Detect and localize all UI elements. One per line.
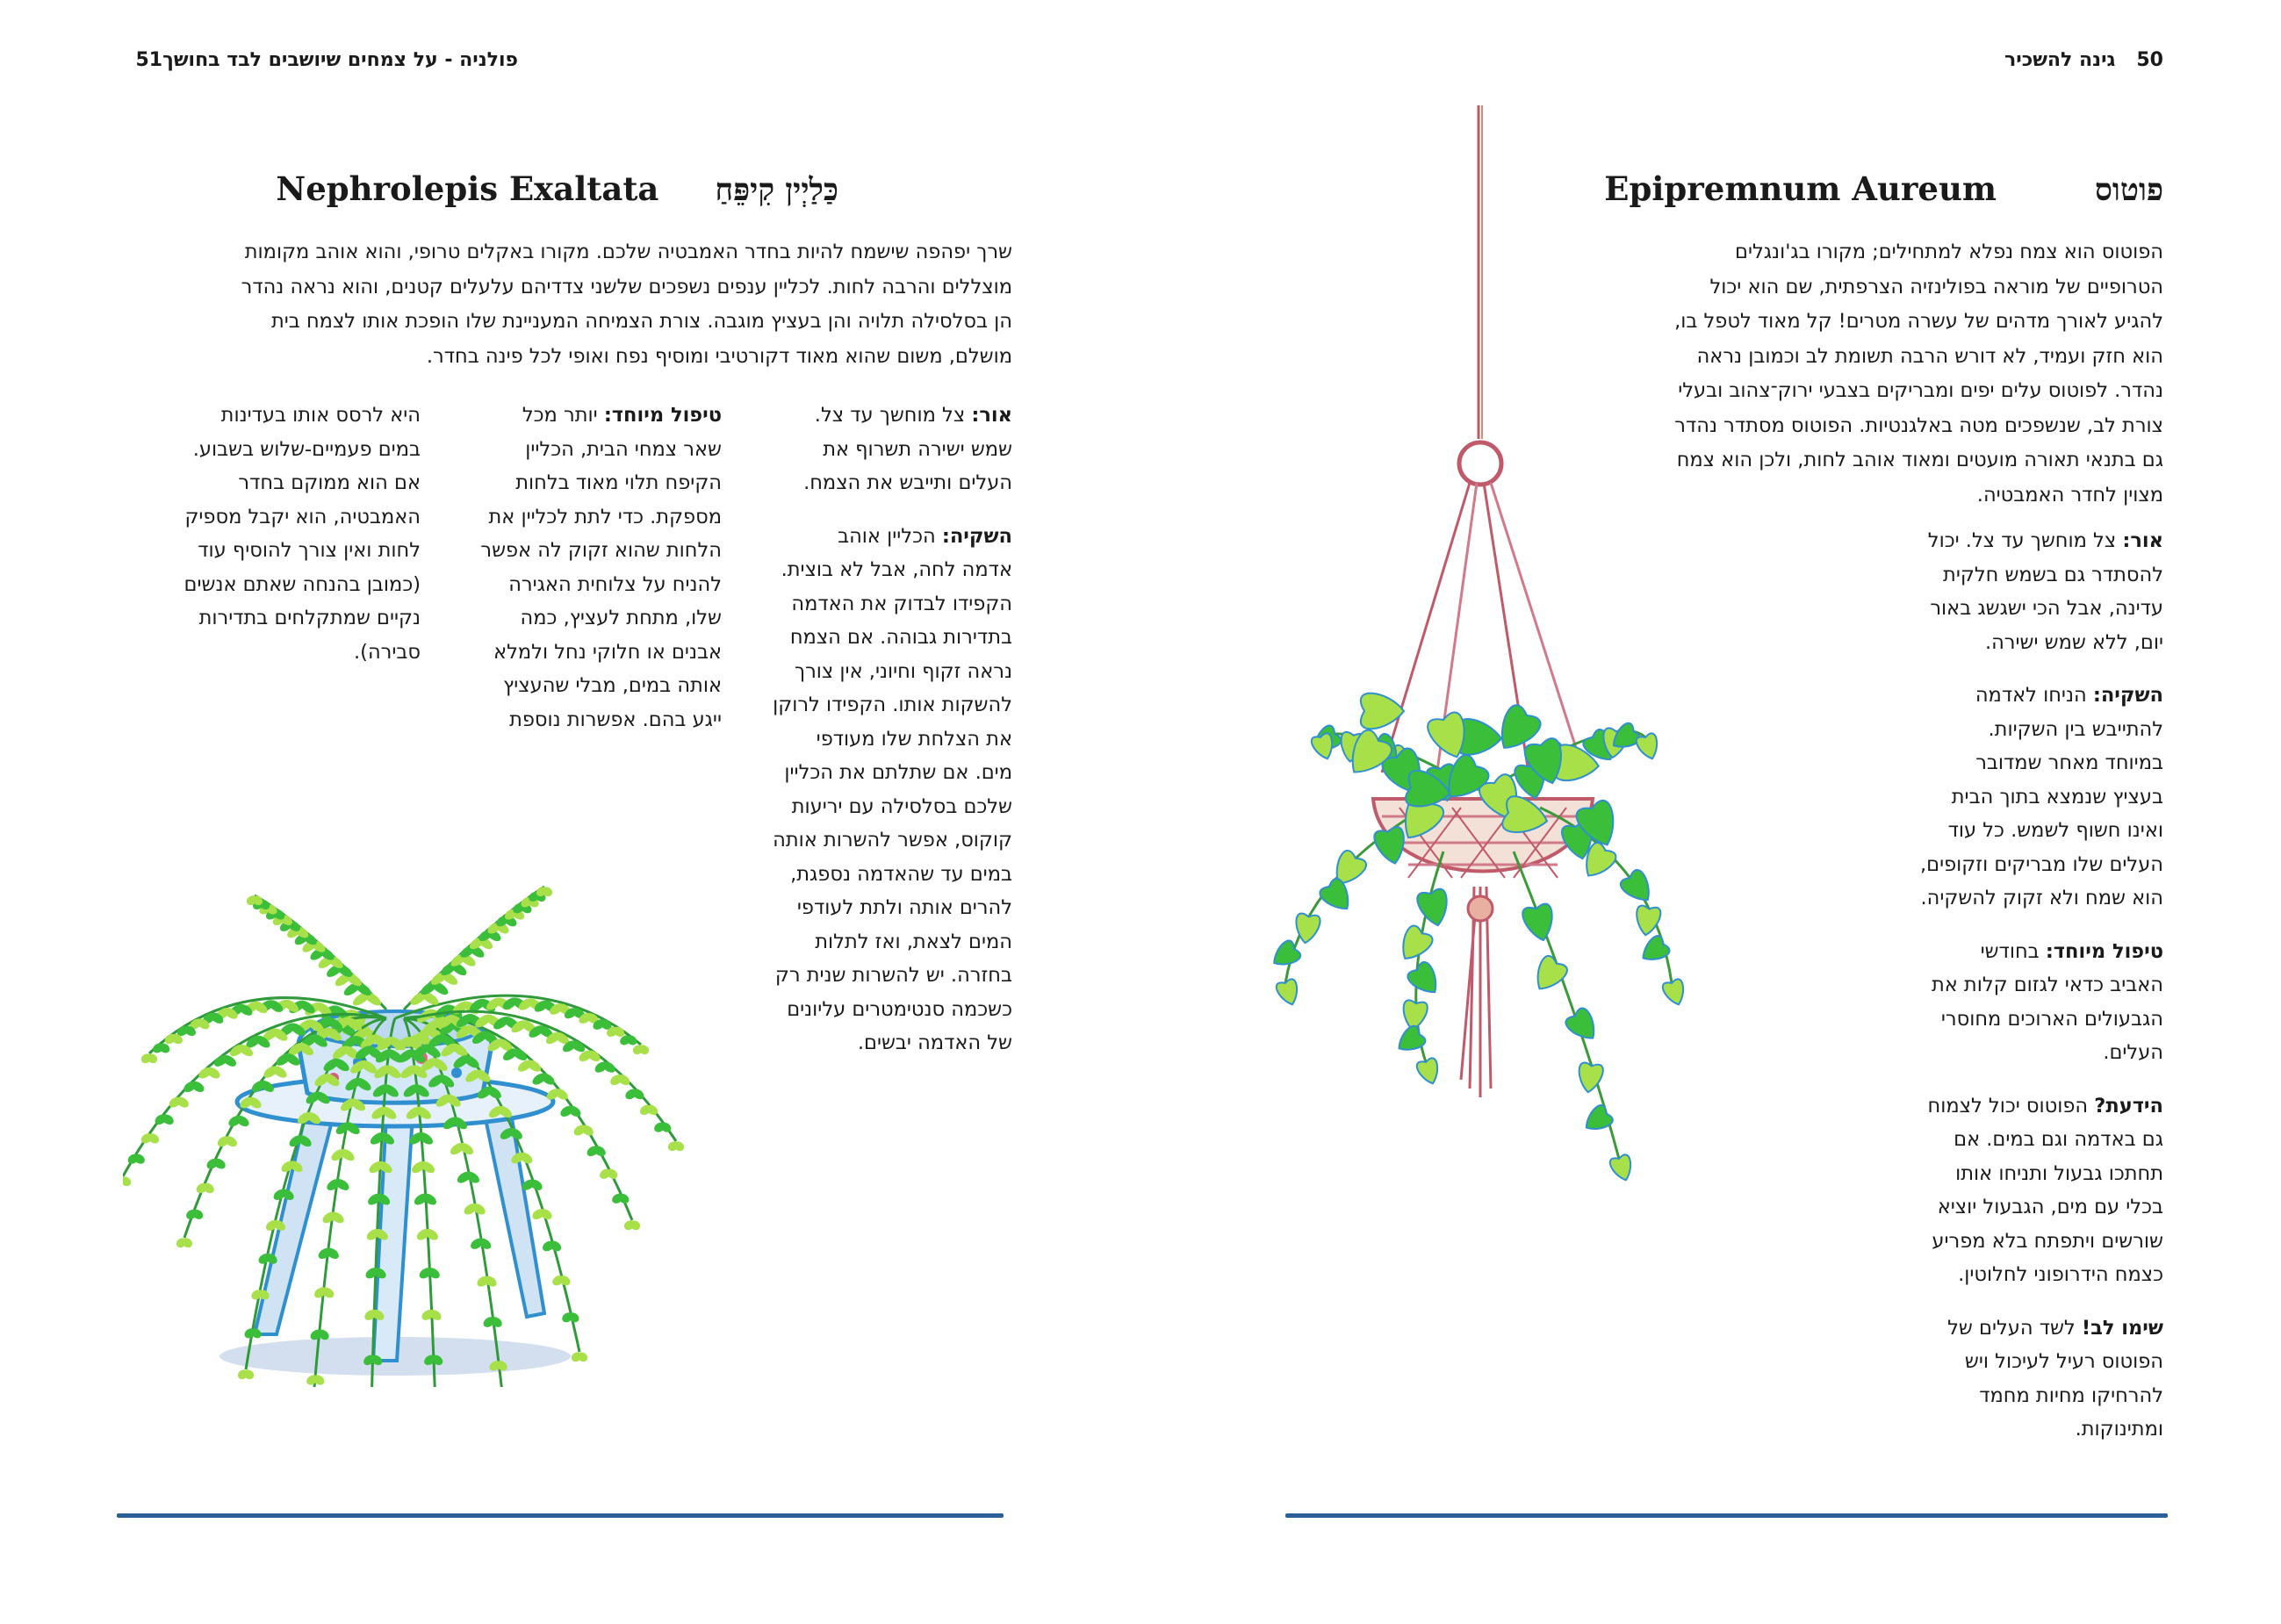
intro-line: מוצללים והרבה לחות. לכליין ענפים נשפכים שלשני צדדיהם עלעלים קטנים, והוא נראה נהדר — [241, 275, 1012, 298]
care-label: טיפול מיוחד: — [603, 404, 722, 427]
text-line: להניח על צלוחית האגירה — [508, 572, 722, 596]
text-line: מים. אם שתלתם את הכליין — [784, 761, 1012, 784]
text-line: במים פעמיים-שלוש בשבוע. — [192, 437, 421, 461]
text-line: סבירה). — [354, 640, 421, 664]
text-line: גם באדמה וגם במים. אם — [1954, 1128, 2163, 1151]
text-line: בעציץ שנמצא בתוך הבית — [1951, 785, 2163, 808]
care-column-2 — [441, 399, 722, 756]
intro-line: מושלם, משום שהוא מאוד דקורטיבי ומוסיף נפח ואופי לכל פינה בחדר. — [426, 344, 1012, 368]
pothos-drawing — [1250, 105, 1716, 1282]
pothos-leaf — [1406, 960, 1445, 1001]
text-line: אם הוא ממוקם בחדר — [238, 471, 421, 494]
text-line: הקפידו לבדוק את האדמה — [791, 592, 1012, 615]
latin-title: Epipremnum Aureum — [1604, 169, 1997, 208]
text-line: ומתינוקות. — [2075, 1418, 2163, 1441]
water-paragraph — [749, 520, 1012, 1060]
text-line: הגבעולים הארוכים מחוסרי — [1940, 1007, 2163, 1031]
bottom-rule — [1285, 1513, 2168, 1518]
intro-line: הפוטוס הוא צמח נפלא למתחילים; מקורו בג'ונגלים — [1735, 241, 2163, 263]
text-line: היא לרסס אותו בעדינות — [220, 404, 421, 427]
text-line: ואינו חשוף לשמש. כל עוד — [1947, 819, 2163, 842]
care-paragraph — [1865, 935, 2163, 1070]
page-number: 51 — [135, 49, 163, 71]
text-line: תחתכו גבעול ותניחו אותו — [1955, 1161, 2163, 1185]
light-label: אור: — [971, 404, 1012, 427]
text-line: העלים. — [2103, 1041, 2163, 1064]
text-line: להסתדר גם בשמש חלקית — [1943, 563, 2163, 586]
care-paragraph — [441, 399, 722, 737]
page-number: 50 — [2136, 49, 2163, 71]
text-line: להרחיקו מחיות מחמד — [1979, 1383, 2163, 1407]
pothos-leaf — [1618, 868, 1658, 909]
text-line: הוא שמח ולא זקוק להשקיה. — [1920, 887, 2163, 909]
care-column-3 — [104, 399, 421, 688]
pothos-leaf — [1661, 978, 1688, 1008]
intro-line: הן בסלסילה תלויה והן בעציץ מוגבה. צורת הצמיחה המעניינת שלו הופכת אותו לצמח בית — [270, 310, 1012, 333]
right-intro — [1637, 235, 2163, 513]
text-line: אדמה לחה, אבל לא בוצית. — [781, 558, 1012, 581]
text-line: מספקת. כדי לתת לכליין את — [488, 505, 722, 528]
water-paragraph — [1865, 679, 2163, 916]
right-page — [1140, 0, 2281, 1624]
text-line: אותה במים, מבלי שהעציץ — [503, 674, 722, 697]
text-line: להתייבש בין השקיות. — [1988, 717, 2163, 741]
intro-line: שרך יפהפה שישמח להיות בחדר האמבטיה שלכם. מקורו באקלים טרופי, והוא אוהב מקומות — [244, 241, 1012, 263]
intro-line: הטרופיים של מוראה בפולינזיה הצרפתית, שם הוא יכול — [1709, 275, 2163, 298]
text-line: להשקות אותו. הקפידו לרוקן — [773, 693, 1012, 716]
light-label: אור: — [2122, 529, 2163, 552]
text-line: לחות ואין צורך להוסיף עוד — [198, 539, 421, 562]
intro-line: נהדר. לפוטוס עלים יפים ומבריקים בצבעי ירוק־צהוב ובעלי — [1678, 379, 2163, 402]
pothos-leaf — [1275, 978, 1302, 1008]
hebrew-title: פוטוס — [2095, 172, 2163, 208]
text-line: יום, ללא שמש ישירה. — [1984, 630, 2163, 654]
pothos-leaves — [1268, 693, 1688, 1183]
pothos-vine — [1416, 852, 1443, 1062]
intro-line: מצוין לחדר האמבטיה. — [1976, 483, 2163, 507]
pothos-leaf — [1416, 887, 1452, 929]
text-line: הקיפח תלוי מאוד בלחות — [515, 471, 722, 494]
text-line: שורשים ויתפתח בלא מפריע — [1932, 1229, 2163, 1253]
text-line: אבנים או חלוקי נחל ולמלא — [493, 640, 722, 664]
text-line: את הצלחת שלו מעודפי — [816, 727, 1012, 751]
text-line: הפוטוס רעיל לעיכול ויש — [1964, 1350, 2163, 1373]
fern-drawing — [123, 843, 773, 1387]
intro-line: גם בתנאי תאורה מועטים ומאוד אוהב לחות, ולכן הוא צמח — [1676, 449, 2163, 471]
text-line: כשכמה סנטימטרים עליונים — [787, 997, 1012, 1021]
pothos-illustration — [1250, 105, 1716, 1282]
text-line: בתדירות גבוהה. אם הצמח — [789, 626, 1012, 649]
pothos-leaf — [1580, 1103, 1615, 1137]
text-line: במים עד שהאדמה נספגת, — [790, 862, 1012, 886]
text-line: העלים ותייבש את הצמח. — [803, 471, 1012, 494]
text-line: שלכם בסלסילה עם יריעות — [791, 794, 1012, 818]
intro-line: צורת לב, שנשפכים מטה באלגנטיות. הפוטוס מסתדר נהדר — [1674, 413, 2163, 437]
text-line: שאר צמחי הבית, הכליין — [525, 437, 722, 461]
left-page — [0, 0, 1140, 1624]
pothos-leaf — [1635, 732, 1662, 762]
pothos-leaf — [1522, 902, 1558, 944]
left-running-head — [115, 49, 519, 71]
text-line: שמש ישירה תשרוף את — [823, 437, 1012, 461]
text-line: בכלי עם מים, הגבעול יוציא — [1937, 1196, 2163, 1218]
latin-title: Nephrolepis Exaltata — [276, 169, 659, 208]
text: הניחו לאדמה — [1975, 684, 2093, 707]
text: בחודשי — [1980, 939, 2046, 963]
pothos-leaf — [1415, 1057, 1443, 1087]
running-head-text: פולניה - על צמחים שיושבים לבד בחושך — [162, 49, 518, 71]
bottom-rule — [117, 1513, 1004, 1518]
running-head-text: גינה להשכיר — [2004, 49, 2116, 71]
text-line: להרים אותה ולתת לעודפי — [796, 896, 1012, 919]
text: הפוטוס יכול לצמוח — [1927, 1094, 2095, 1117]
warning-label: שימו לב! — [2081, 1316, 2163, 1340]
mist-paragraph — [104, 399, 421, 669]
care-column — [1865, 524, 2163, 1466]
intro-line: הוא חזק ועמיד, לא דורש הרבה תשומת לב וכמובן נראה — [1696, 344, 2163, 368]
fern-leaflet — [123, 1175, 133, 1188]
did-you-know-label: הידעת? — [2094, 1094, 2163, 1117]
pothos-leaf — [1393, 923, 1435, 966]
water-label: השקיה: — [2092, 684, 2163, 707]
light-paragraph — [1865, 524, 2163, 659]
text-line: שלו, מתחת לעציץ, כמה — [520, 607, 722, 629]
text-line: (כמובן בהנחה שאתם אנשים — [183, 572, 421, 596]
left-title-row — [276, 169, 838, 208]
care-label: טיפול מיוחד: — [2045, 939, 2163, 963]
text-line: העלים שלו מבריקים וזקופים, — [1920, 852, 2163, 876]
warning-paragraph — [1865, 1311, 2163, 1447]
left-intro — [99, 235, 1012, 374]
text-line: קוקוס, אפשר להשרות אותה — [773, 829, 1012, 852]
pothos-leaf — [1634, 905, 1661, 937]
text-line: של האדמה יבשים. — [857, 1031, 1012, 1054]
text-line: נקיים שמתקלחים בתדירות — [198, 607, 421, 629]
text-line: ייגע בהם. אפשרות נוספת — [509, 708, 722, 731]
water-label: השקיה: — [941, 524, 1012, 548]
did-you-know-paragraph — [1865, 1089, 2163, 1292]
text-line: במיוחד מאחר שמדובר — [1975, 751, 2163, 774]
text-line: הלחות שהוא זקוק לה אפשר — [480, 539, 722, 562]
text-line: עדינה, אבל הכי ישגשג באור — [1930, 597, 2163, 620]
light-paragraph — [749, 399, 1012, 500]
text: לשד העלים של — [1947, 1316, 2082, 1340]
pothos-leaf — [1318, 877, 1357, 917]
text: צל מוחשך עד צל. יכול — [1927, 529, 2123, 552]
care-column-1 — [749, 399, 1012, 1080]
hebrew-title: כַּלַיְין קִיפֵּחַ — [715, 172, 838, 208]
intro-line: להגיע לאורך מדהים של עשרה מטרים! קל מאוד לטפל בו, — [1674, 310, 2163, 333]
text: יותר מכל — [522, 404, 604, 427]
right-running-head — [2004, 49, 2163, 71]
pothos-leaf — [1529, 953, 1570, 996]
text-line: האמבטיה, הוא יקבל מספיק — [184, 505, 421, 528]
text-line: בחזרה. יש להשרות שנית רק — [774, 964, 1012, 987]
text: הכליין אוהב — [838, 524, 942, 548]
text-line: המים לצאת, ואז לתלות — [815, 930, 1012, 953]
fern-illustration — [123, 843, 773, 1387]
pothos-leaf — [1637, 934, 1671, 967]
text-line: כצמח הידרופוני לחלוטין. — [1958, 1263, 2163, 1286]
pothos-leaf — [1608, 1153, 1636, 1183]
text: צל מוחשך עד צל. — [814, 404, 972, 427]
text-line: נראה זקוף וחיוני, אין צורך — [795, 659, 1012, 683]
text-line: האביב כדאי לגזום קלות את — [1931, 974, 2163, 996]
